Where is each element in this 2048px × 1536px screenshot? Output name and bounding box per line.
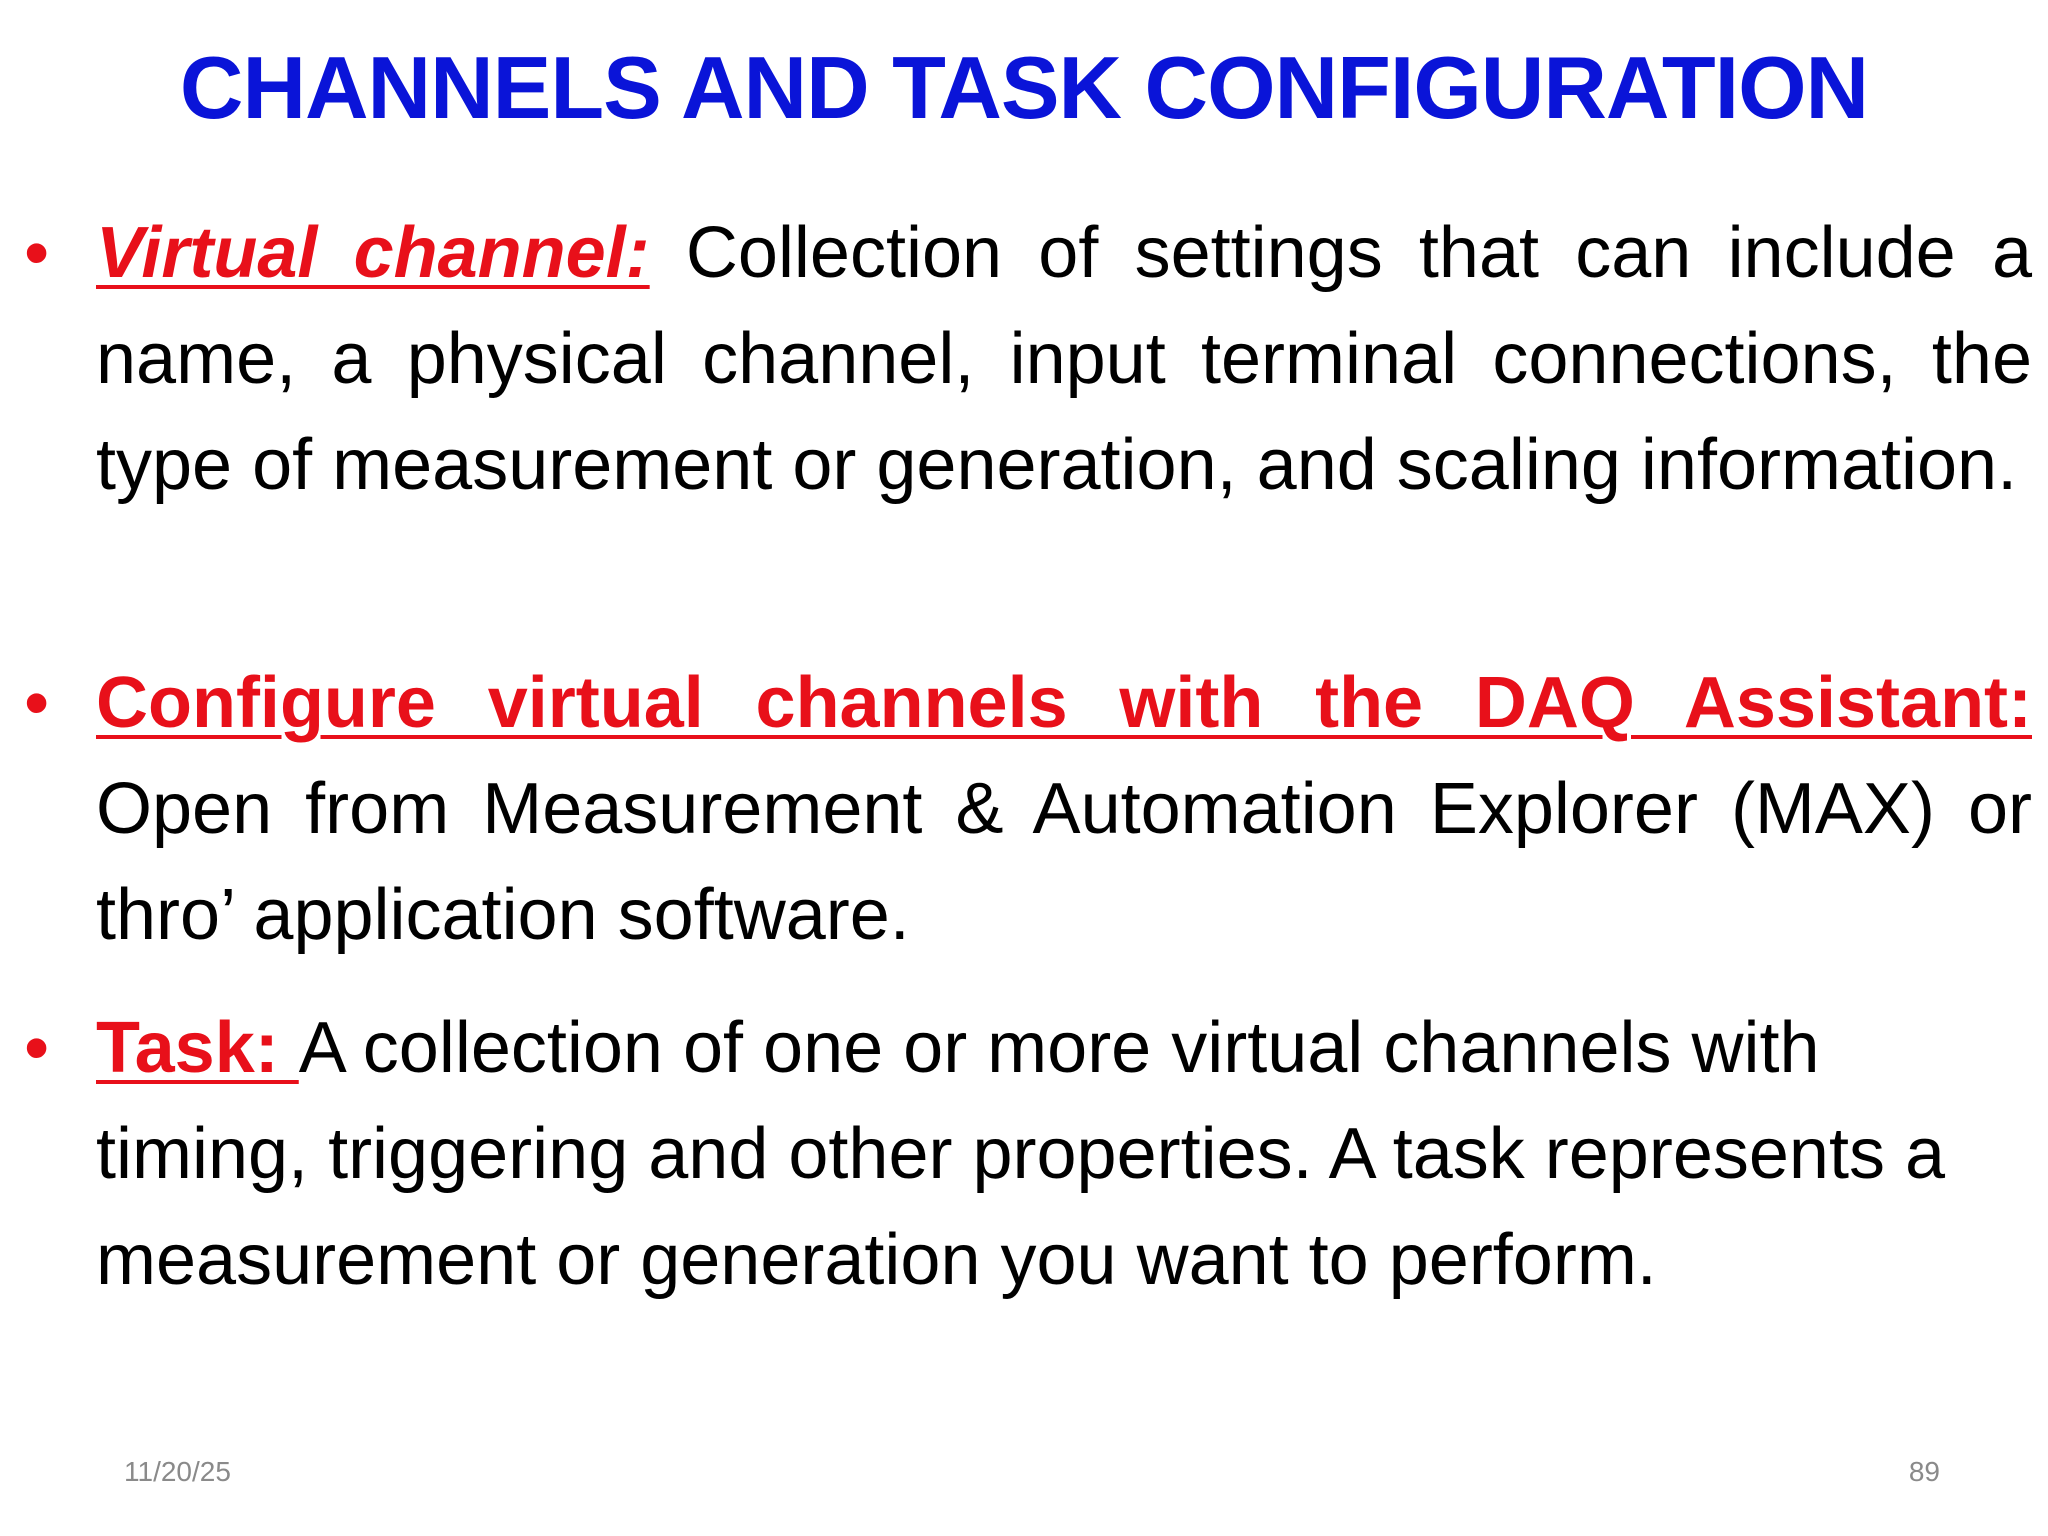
bullet-dot-icon: • <box>24 213 50 293</box>
bullet-virtual-channel <box>24 200 2032 518</box>
bullet-term: Task: <box>96 1008 299 1088</box>
bullet-text: Open from Measurement & Automation Explorer (MAX) or thro’ application software. <box>96 769 2032 955</box>
bullet-task <box>24 995 2032 1313</box>
bullet-dot-icon: • <box>24 1008 50 1088</box>
bullet-daq-assistant <box>24 650 2032 968</box>
footer-page-number: 89 <box>1908 1456 1940 1487</box>
bullet-dot-icon: • <box>24 663 50 743</box>
slide-title: CHANNELS AND TASK CONFIGURATION <box>179 38 1869 137</box>
bullet-term: Virtual channel: <box>96 213 650 293</box>
bullet-text: A collection of one or more virtual channels with timing, triggering and other properties. A task represents a measurement or generation you want to perform. <box>96 1008 1946 1300</box>
footer-date: 11/20/25 <box>124 1456 231 1487</box>
bullet-term: Configure virtual channels with the DAQ Assistant: <box>96 663 2032 743</box>
bullet-text: Collection of settings that can include a name, a physical channel, input terminal connections, the type of measurement or generation, and scaling information. <box>96 213 2032 505</box>
